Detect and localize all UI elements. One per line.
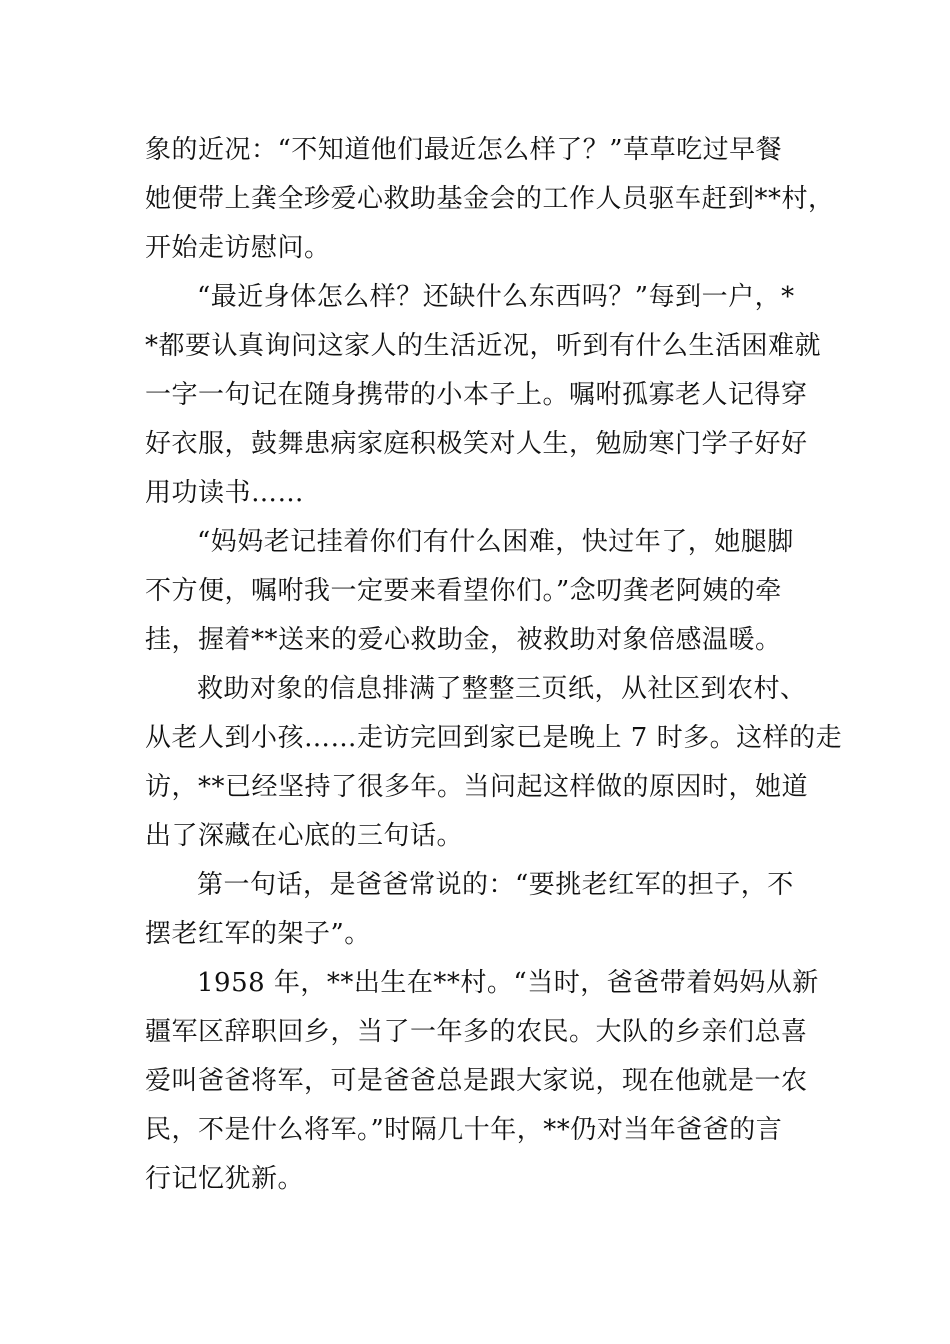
paragraph-first-line: 1958 年，**出生在**村。“当时，爸爸带着妈妈从新: [197, 968, 819, 998]
text-line: 摆老红军的架子”。: [145, 919, 371, 949]
text-line: 爱叫爸爸将军，可是爸爸总是跟大家说，现在他就是一农: [145, 1066, 808, 1096]
text-line: 行记忆犹新。: [145, 1164, 305, 1194]
text-line: 开始走访慰问。: [145, 233, 331, 263]
text-line: 民，不是什么将军。”时隔几十年，**仍对当年爸爸的言: [145, 1115, 783, 1145]
text-line: *都要认真询问这家人的生活近况，听到有什么生活困难就: [145, 331, 822, 361]
text-line: 出了深藏在心底的三句话。: [145, 821, 464, 851]
text-line: 从老人到小孩……走访完回到家已是晚上 7 时多。这样的走: [145, 723, 843, 753]
text-line: 不方便，嘱咐我一定要来看望你们。”念叨龚老阿姨的牵: [145, 576, 782, 606]
text-line: 象的近况：“不知道他们最近怎么样了？”草草吃过早餐: [145, 135, 783, 165]
document-body: [145, 126, 843, 1204]
paragraph-first-line: 第一句话，是爸爸常说的：“要挑老红军的担子，不: [197, 870, 794, 900]
text-line: 挂，握着**送来的爱心救助金，被救助对象倍感温暖。: [145, 625, 782, 655]
text-line: 好衣服，鼓舞患病家庭积极笑对人生，勉励寒门学子好好: [145, 429, 808, 459]
paragraph-first-line: 救助对象的信息排满了整整三页纸，从社区到农村、: [197, 674, 807, 704]
text-line: 用功读书……: [145, 478, 305, 508]
text-line: 疆军区辞职回乡，当了一年多的农民。大队的乡亲们总喜: [145, 1017, 808, 1047]
paragraph-first-line: “妈妈老记挂着你们有什么困难，快过年了，她腿脚: [197, 527, 794, 557]
text-line: 她便带上龚全珍爱心救助基金会的工作人员驱车赶到**村，: [145, 184, 835, 214]
text-line: 访，**已经坚持了很多年。当问起这样做的原因时，她道: [145, 772, 809, 802]
text-line: 一字一句记在随身携带的小本子上。嘱咐孤寡老人记得穿: [145, 380, 808, 410]
paragraph-first-line: “最近身体怎么样？还缺什么东西吗？”每到一户，*: [197, 282, 795, 312]
